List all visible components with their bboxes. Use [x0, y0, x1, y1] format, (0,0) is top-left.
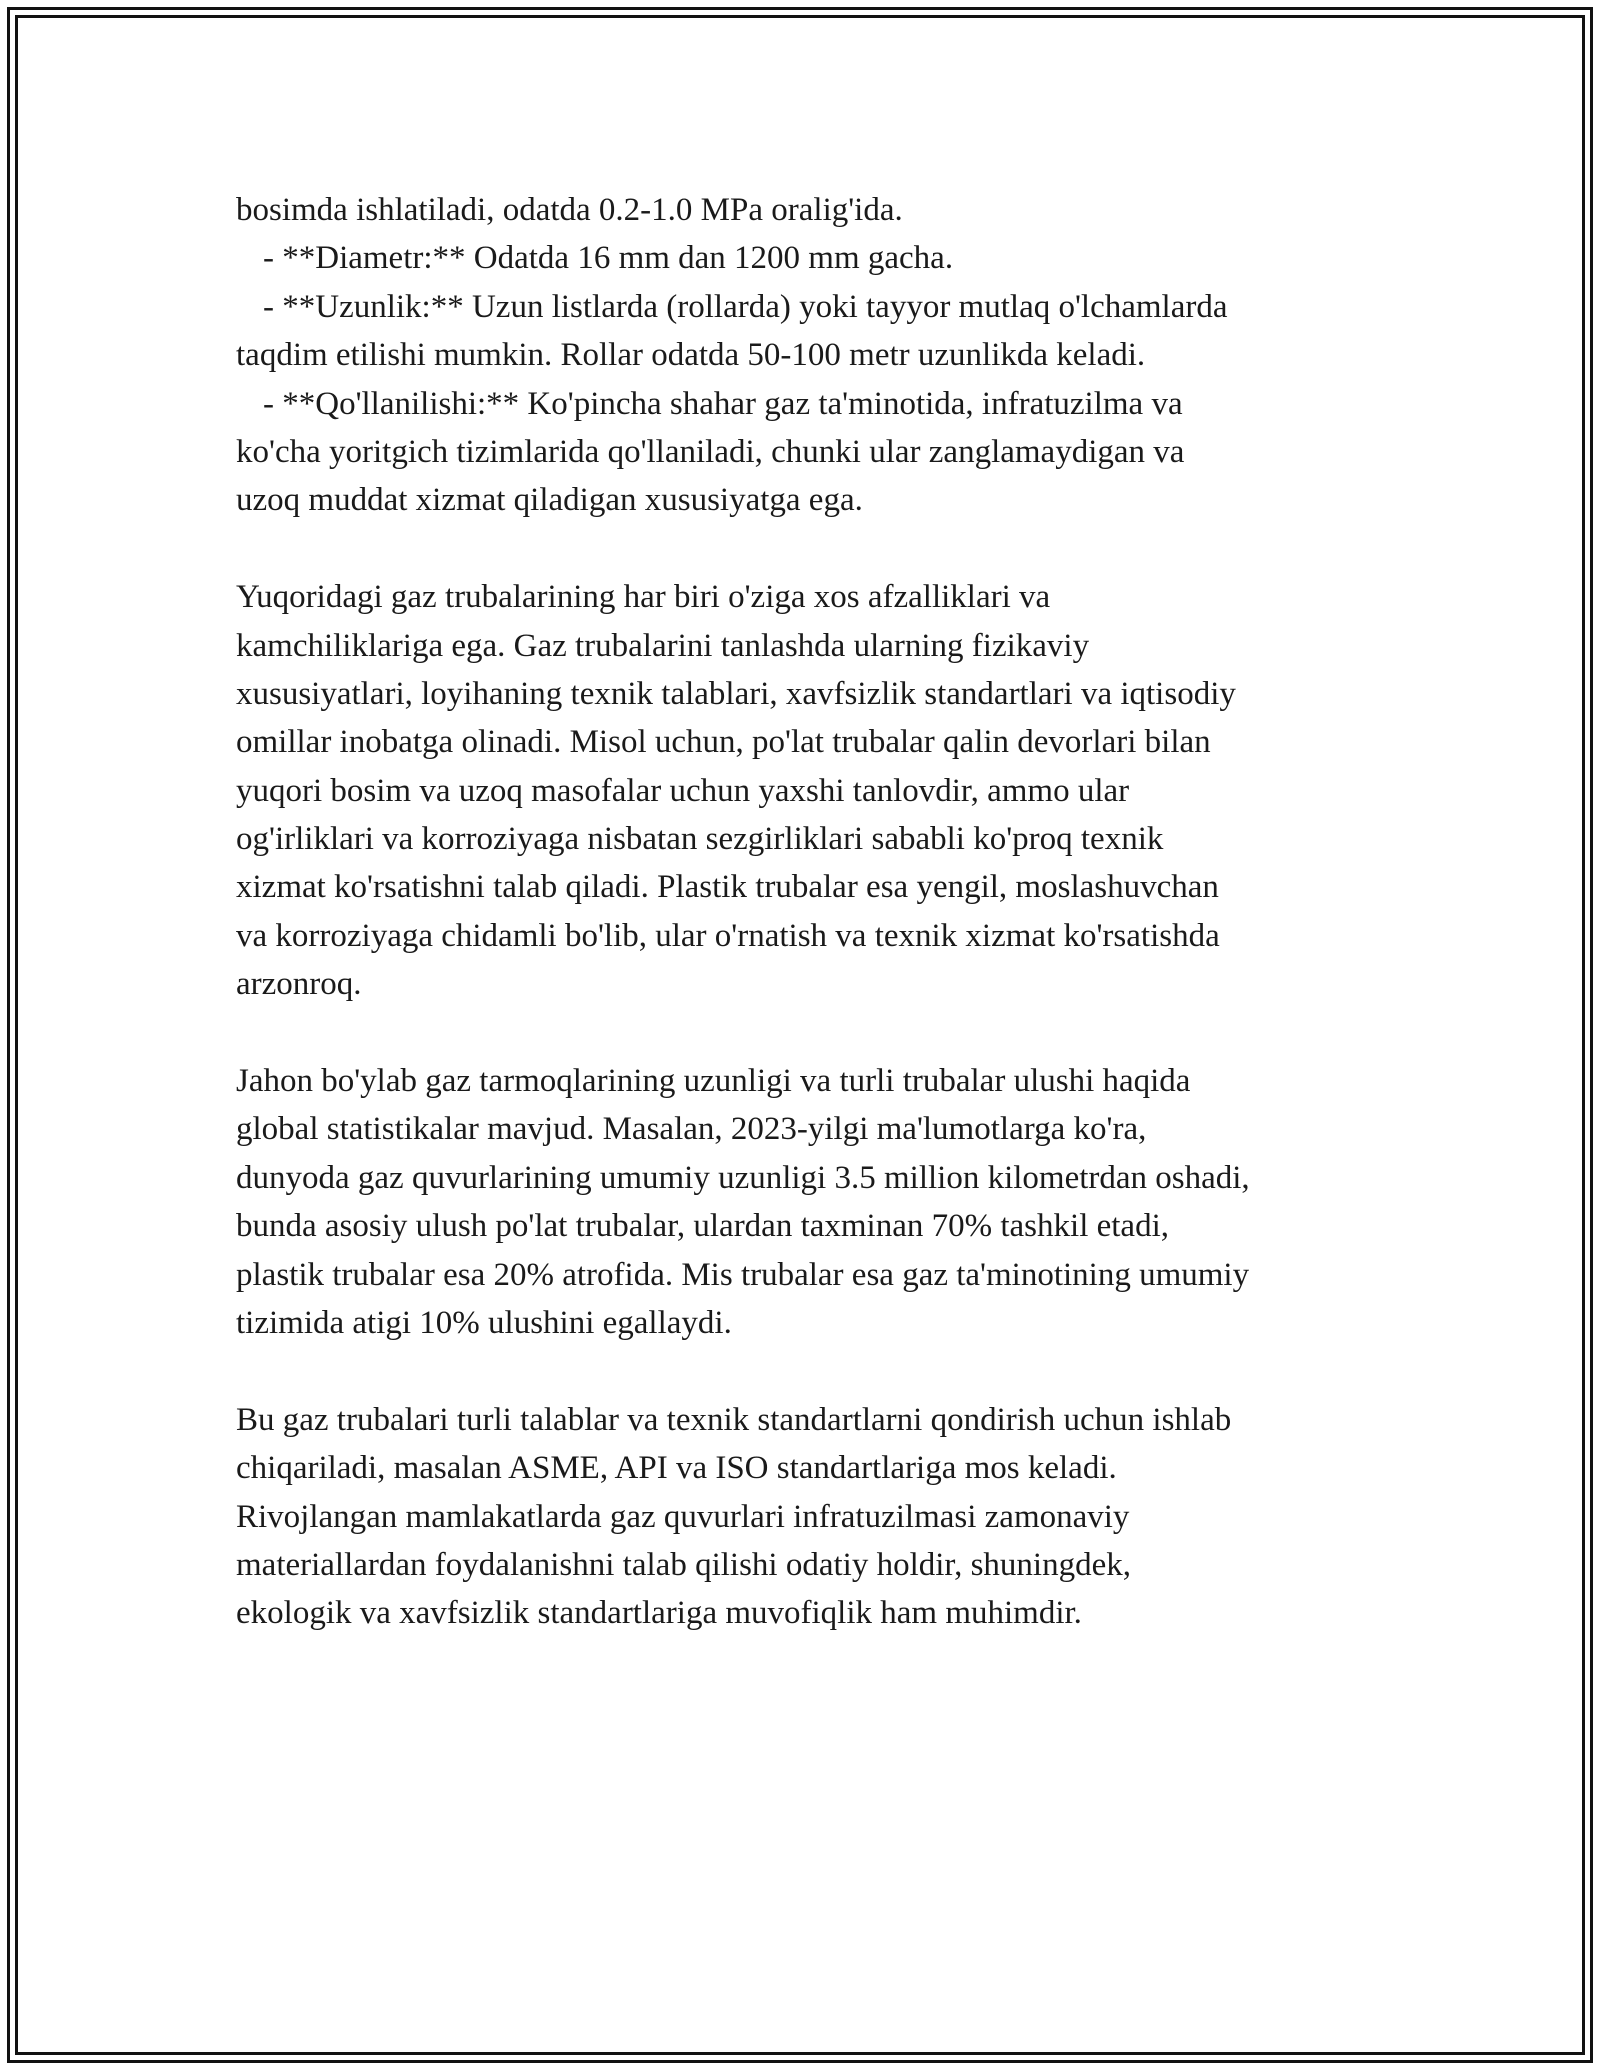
- text-line: Bu gaz trubalari turli talablar va texnik standartlarni qondirish uchun ishlab: [236, 1401, 1232, 1438]
- text-line: Rivojlangan mamlakatlarda gaz quvurlari infratuzilmasi zamonaviy: [236, 1498, 1130, 1535]
- text-line: uzoq muddat xizmat qiladigan xususiyatga ega.: [236, 482, 863, 519]
- paragraph-spacer: [236, 525, 1376, 573]
- document-body: [236, 186, 1376, 1638]
- text-line: tizimida atigi 10% ulushini egallaydi.: [236, 1304, 732, 1341]
- text-line: xususiyatlari, loyihaning texnik talablari, xavfsizlik standartlari va iqtisodiy: [236, 675, 1236, 712]
- paragraph-statistika: [236, 1057, 1376, 1347]
- paragraph-spacer: [236, 1347, 1376, 1395]
- text-line: va korroziyaga chidamli bo'lib, ular o'rnatish va texnik xizmat ko'rsatishda: [236, 917, 1220, 954]
- text-line: og'irliklari va korroziyaga nisbatan sezgirliklari sababli ko'proq texnik: [236, 821, 1164, 858]
- text-line: chiqariladi, masalan ASME, API va ISO standartlariga mos keladi.: [236, 1450, 1117, 1487]
- text-line: - **Uzunlik:** Uzun listlarda (rollarda) yoki tayyor mutlaq o'lchamlarda: [263, 288, 1228, 325]
- list-item-diametr: [236, 234, 1376, 282]
- text-line: - **Qo'llanilishi:** Ko'pincha shahar gaz ta'minotida, infratuzilma va: [263, 385, 1183, 422]
- list-item-qollanilishi: [236, 380, 1376, 525]
- text-line: bosimda ishlatiladi, odatda 0.2-1.0 MPa oralig'ida.: [236, 192, 903, 228]
- paragraph-spacer: [236, 1009, 1376, 1057]
- text-line: Jahon bo'ylab gaz tarmoqlarining uzunligi va turli trubalar ulushi haqida: [236, 1063, 1191, 1100]
- text-line: yuqori bosim va uzoq masofalar uchun yaxshi tanlovdir, ammo ular: [236, 772, 1130, 809]
- text-line: arzonroq.: [236, 966, 362, 1003]
- text-line: omillar inobatga olinadi. Misol uchun, po'lat trubalar qalin devorlari bilan: [236, 724, 1211, 761]
- list-item-uzunlik: [236, 283, 1376, 380]
- paragraph-standartlar: [236, 1396, 1376, 1638]
- text-line: global statistikalar mavjud. Masalan, 2023-yilgi ma'lumotlarga ko'ra,: [236, 1111, 1147, 1148]
- text-line: Yuqoridagi gaz trubalarining har biri o'ziga xos afzalliklari va: [236, 579, 1051, 616]
- paragraph-afzalliklar: [236, 573, 1376, 1009]
- text-line: materiallardan foydalanishni talab qilishi odatiy holdir, shuningdek,: [236, 1546, 1131, 1583]
- text-line: plastik trubalar esa 20% atrofida. Mis trubalar esa gaz ta'minotining umumiy: [236, 1256, 1250, 1293]
- intro-text: [236, 186, 1376, 234]
- text-line: taqdim etilishi mumkin. Rollar odatda 50-100 metr uzunlikda keladi.: [236, 337, 1146, 374]
- text-line: dunyoda gaz quvurlarining umumiy uzunligi 3.5 million kilometrdan oshadi,: [236, 1159, 1250, 1196]
- text-line: bunda asosiy ulush po'lat trubalar, ulardan taxminan 70% tashkil etadi,: [236, 1208, 1169, 1245]
- text-line: xizmat ko'rsatishni talab qiladi. Plastik trubalar esa yengil, moslashuvchan: [236, 869, 1219, 906]
- text-line: - **Diametr:** Odatda 16 mm dan 1200 mm gacha.: [263, 240, 954, 277]
- text-line: ekologik va xavfsizlik standartlariga muvofiqlik ham muhimdir.: [236, 1595, 1082, 1632]
- text-line: kamchiliklariga ega. Gaz trubalarini tanlashda ularning fizikaviy: [236, 627, 1090, 664]
- text-line: ko'cha yoritgich tizimlarida qo'llaniladi, chunki ular zanglamaydigan va: [236, 433, 1185, 470]
